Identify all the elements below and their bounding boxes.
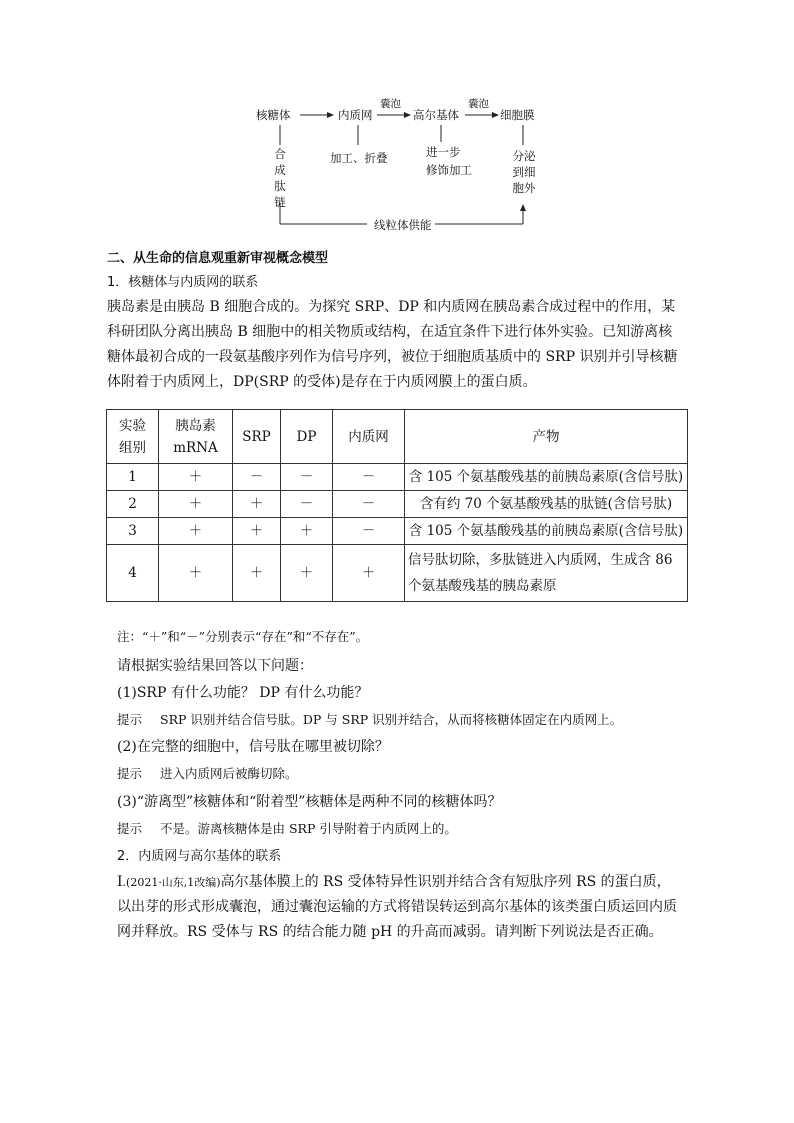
answer-2	[117, 764, 298, 782]
subheading-2: 2．内质网与高尔基体的联系	[117, 849, 282, 864]
question-1: (1)SRP 有什么功能？ DP 有什么功能？	[117, 685, 369, 701]
cell-dp: ＋	[281, 545, 333, 602]
cell-group: 1	[107, 464, 159, 491]
question-3: (3)“游离型”核糖体和“附着型”核糖体是两种不同的核糖体吗？	[117, 794, 502, 810]
flow-label-energy: 线粒体供能	[374, 218, 432, 232]
cell-dp: －	[281, 491, 333, 518]
subheading-1: 1．核糖体与内质网的联系	[107, 275, 259, 290]
cell-group: 2	[107, 491, 159, 518]
flow-arrow-label-vesicle-1: 囊泡	[380, 98, 401, 110]
table-row	[107, 491, 688, 518]
header-srp: SRP	[233, 410, 281, 464]
cell-product: 含有约 70 个氨基酸残基的肽链(含信号肽)	[405, 491, 688, 518]
paragraph-1-line: 科研团队分离出胰岛 B 细胞中的相关物质或结构，在适宜条件下进行体外实验。已知游离核	[107, 324, 673, 340]
cell-product: 信号肽切除，多肽链进入内质网，生成含 86 个氨基酸残基的胰岛素原	[405, 545, 688, 602]
flow-label-further: 进一步	[426, 145, 461, 159]
cell-dp: －	[281, 464, 333, 491]
flow-node-golgi: 高尔基体	[413, 108, 459, 122]
cell-srp: ＋	[233, 491, 281, 518]
header-product: 产物	[405, 410, 688, 464]
answer-text: 进入内质网后被酶切除。	[160, 766, 298, 781]
flow-label-folding: 加工、折叠	[330, 151, 388, 165]
cell-dp: ＋	[281, 518, 333, 545]
experiment-table	[106, 409, 688, 602]
cell-group: 4	[107, 545, 159, 602]
question-prompt: 请根据实验结果回答以下问题：	[117, 658, 313, 674]
cell-srp: ＋	[233, 518, 281, 545]
table-header-row	[107, 410, 688, 464]
answer-label: 提示	[117, 712, 143, 727]
table-note: 注：“＋”和“－”分别表示“存在”和“不存在”。	[117, 629, 369, 644]
flow-label-secrete: 分泌到细胞外	[512, 149, 536, 195]
paragraph-2-line: 高尔基体膜上的 RS 受体特异性识别并结合含有短肽序列 RS 的蛋白质，	[220, 874, 671, 890]
header-mrna: 胰岛素 mRNA	[159, 410, 233, 464]
paragraph-1-line: 糖体最初合成的一段氨基酸序列作为信号序列，被位于细胞质基质中的 SRP 识别并引导核糖	[107, 349, 678, 365]
paragraph-1	[107, 295, 687, 395]
cell-er: －	[333, 491, 405, 518]
cell-product: 含 105 个氨基酸残基的前胰岛素原(含信号肽)	[405, 464, 688, 491]
answer-label: 提示	[117, 766, 143, 781]
answer-text: SRP 识别并结合信号肽。DP 与 SRP 识别并结合，从而将核糖体固定在内质网上。	[160, 712, 623, 727]
flow-diagram	[250, 100, 550, 240]
cell-mrna: ＋	[159, 545, 233, 602]
answer-label: 提示	[117, 821, 143, 836]
flow-node-ribosome: 核糖体	[256, 108, 291, 122]
paragraph-2	[117, 870, 687, 945]
paragraph-2-line: 以出芽的形式形成囊泡，通过囊泡运输的方式将错误转运到高尔基体的该类蛋白质运回内质	[117, 899, 677, 915]
table-row	[107, 464, 688, 491]
cell-er: ＋	[333, 545, 405, 602]
table-row	[107, 518, 688, 545]
cell-group: 3	[107, 518, 159, 545]
header-dp: DP	[281, 410, 333, 464]
flow-arrow-label-vesicle-2: 囊泡	[468, 98, 489, 110]
cell-srp: ＋	[233, 545, 281, 602]
answer-text: 不是。游离核糖体是由 SRP 引导附着于内质网上的。	[160, 821, 457, 836]
flow-label-modify: 修饰加工	[426, 163, 472, 177]
table-row	[107, 545, 688, 602]
cell-mrna: ＋	[159, 518, 233, 545]
paragraph-2-line: 网并释放。RS 受体与 RS 的结合能力随 pH 的升高而减弱。请判断下列说法是否正确。	[117, 924, 663, 940]
question-2: (2)在完整的细胞中，信号肽在哪里被切除？	[117, 739, 389, 755]
flow-node-er: 内质网	[338, 108, 373, 122]
paragraph-1-line: 体附着于内质网上，DP(SRP 的受体)是存在于内质网膜上的蛋白质。	[107, 374, 537, 390]
flow-node-membrane: 细胞膜	[500, 108, 535, 122]
cell-srp: －	[233, 464, 281, 491]
cell-product: 含 105 个氨基酸残基的前胰岛素原(含信号肽)	[405, 518, 688, 545]
cell-mrna: ＋	[159, 464, 233, 491]
cell-er: －	[333, 464, 405, 491]
flow-label-synthesis: 合成肽链	[274, 147, 286, 209]
roman-numeral: Ⅰ	[117, 874, 123, 890]
header-er: 内质网	[333, 410, 405, 464]
answer-1	[117, 710, 622, 728]
answer-3	[117, 819, 457, 837]
paragraph-1-line: 胰岛素是由胰岛 B 细胞合成的。为探究 SRP、DP 和内质网在胰岛素合成过程中的作用，某	[107, 299, 676, 315]
section-heading: 二、从生命的信息观重新审视概念模型	[107, 251, 329, 266]
header-group: 实验 组别	[107, 410, 159, 464]
cell-er: －	[333, 518, 405, 545]
cell-mrna: ＋	[159, 491, 233, 518]
source-citation: .(2021·山东,1改编)	[122, 876, 221, 889]
